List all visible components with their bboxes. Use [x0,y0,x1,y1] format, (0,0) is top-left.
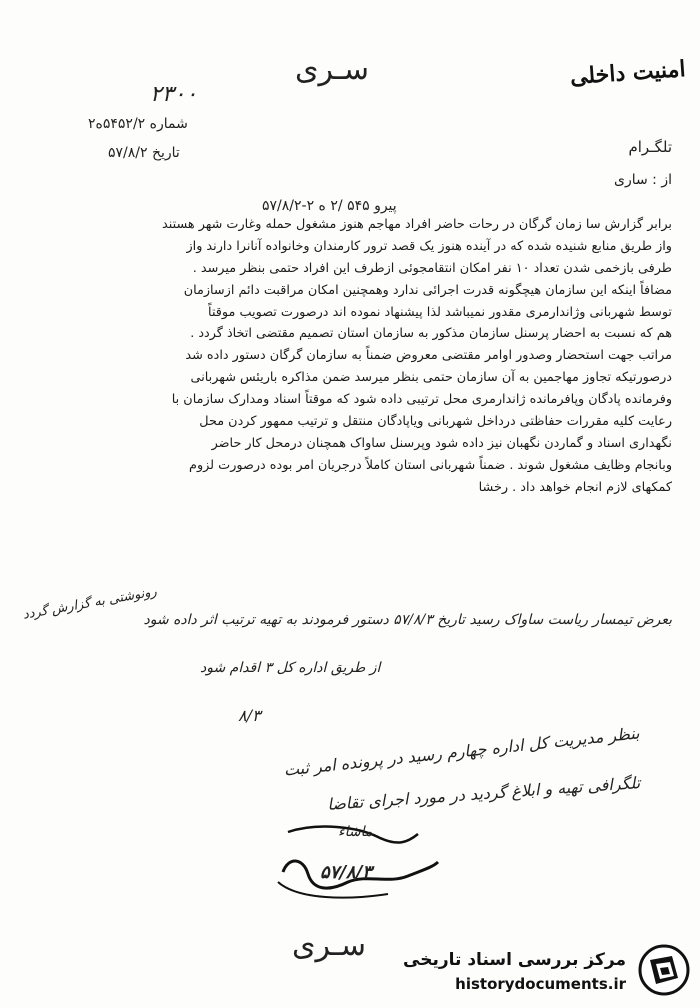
telegram-label: تلگـرام [628,138,672,156]
archive-logo-icon [636,942,692,998]
body-line: توسط شهربانی وژاندارمری مقدور نمیباشد لذا پیشنهاد نموده اند درصورت تصویب موقتاً [208,304,672,320]
signature-block [268,812,448,902]
body-line: طرفی بازخمی شدن تعداد ۱۰ نفر امکان انتقامجوئی ازطرف این افراد حتمی بنظر میرسد . [192,260,672,276]
body-line: وفرمانده پادگان وپافرمانده ژاندارمری محل ترتیبی داده شود که موقتاً اسناد ومدارک سازمان با [171,392,672,408]
number-line: شماره ۵۴۵۲/۲ه۲ [88,116,188,132]
classification-bottom: سـری [292,928,366,963]
body-line: برابر گزارش سا زمان گرگان در رحات حاضر افراد مهاجم هنوز مشغول حمله وغارت شهر هستند [162,217,672,232]
body-line: وبانجام وظایف مشغول شوند . ضمناً شهربانی استان کاملاً درجریان امر بوده درصورت لزوم [189,457,672,473]
telegram-body [24,214,672,499]
reference-line: پیرو ۵۴۵ /۲ ه ۲-۵۷/۸/۲ [262,198,397,214]
signature-initials: ماشاء [338,824,373,840]
internal-security-stamp: امنیت داخلی [569,56,687,90]
from-line: از : ساری [614,172,672,188]
watermark-name: مرکز بررسی اسناد تاریخی [403,950,626,970]
handwritten-number: ۲۳۰۰ [150,82,198,107]
watermark-url: historydocuments.ir [455,975,626,993]
body-line: درصورتیکه تجاوز مهاجمین به آن سازمان حتمی بنظر میرسد ضمن مذاکره باریئس شهربانی [190,370,672,386]
handwritten-note-2: از طریق اداره کل ۳ اقدام شود [200,660,381,676]
handwritten-note-1-left: رونوشتی به گزارش گردد [21,584,158,623]
date-line: تاریخ ۵۷/۸/۲ [108,145,180,161]
body-line: مراتب جهت استحضار وصدور اوامر مقتضی معروض ضمناً به سازمان گرگان دستور داده شد [185,348,672,364]
body-line: مضافاً اینکه این سازمان هیچگونه قدرت اجرائی ندارد وهمچنین امکان مراقبت دائم ازسازمان [183,282,672,298]
classification-top: سـری [295,52,369,87]
handwritten-note-3: بنظر مدیریت کل اداره چهارم رسید در پرونده امر ثبت [282,723,641,780]
body-line: کمکهای لازم انجام خواهد داد . رخشا [478,479,672,495]
handwritten-note-4: تلگرافی تهیه و ابلاغ گردید در مورد اجرای تقاضا [326,773,641,814]
body-line: واز طریق منابع شنیده شده که در آینده هنوز یک قصد ترور کارمندان وخانواده آنانرا دارند واز [186,238,672,254]
body-line: رعایت کلیه مقررات حفاظتی درداخل شهربانی ویاپادگان منتقل و ترتیب ممهور کردن محل [199,414,672,430]
body-line: هم که نسبت به احضار پرسنل سازمان مذکور به سازمان استان تصمیم مقتضی اتخاذ گردد . [190,326,672,342]
signature-date: ۵۷/۸/۳ [320,862,372,883]
handwritten-date: ۸/۳ [238,706,261,725]
handwritten-note-1: بعرض تیمسار ریاست ساواک رسید تاریخ ۵۷/۸/۳ دستور فرمودند به تهیه ترتیب اثر داده شود [143,612,672,628]
body-line: نگهداری اسناد و گماردن نگهبان نیز داده شود وپرسنل ساواک همچنان درمحل کار حاضر [211,435,672,451]
